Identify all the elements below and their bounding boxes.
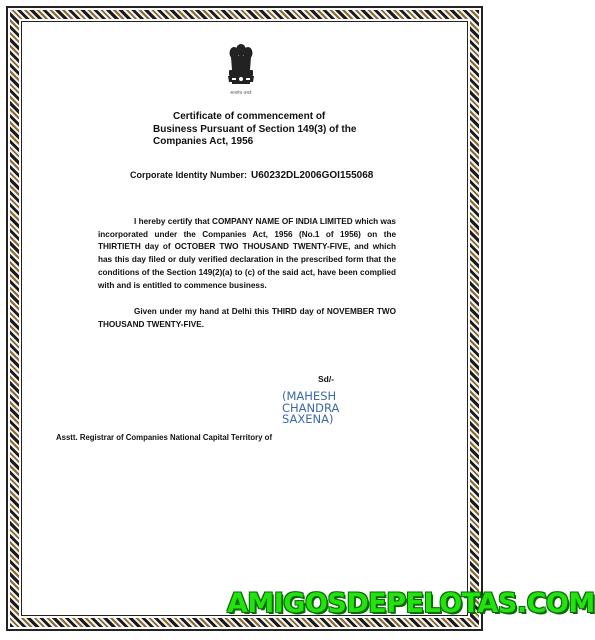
watermark-text: AMIGOSDEPELOTAS.COM [227,588,595,619]
registrar-designation: Asstt. Registrar of Companies National Capital Territory of [56,433,273,442]
signature-line-2: CHANDRA [282,400,340,415]
corporate-identity-number [130,170,373,181]
signature-line-3: SAXENA) [282,412,334,426]
given-under-hand-paragraph: Given under my hand at Delhi this THIRD day of NOVEMBER TWO THOUSAND TWENTY-FIVE. [98,307,396,329]
signed-marker: Sd/- [318,374,335,384]
cin-value: U60232DL2006GOI155068 [251,170,374,181]
title-line-1: Certificate of commencement of [173,111,326,122]
certificate-title [153,111,413,149]
title-line-2: Business Pursuant of Section 149(3) of the [153,123,357,135]
cin-label: Corporate Identity Number: [130,170,248,180]
signature-name [282,391,339,426]
emblem-motto: सत्यमेव जयते [230,90,252,95]
signature-line-1: (MAHESH [282,389,337,403]
certification-paragraph: I hereby certify that COMPANY NAME OF INDIA LIMITED which was incorporated under the Companies Act, 1956 (No.1 of 1956) on the THIRTIETH day of OCTOBER TWO THOUSAND TWENTY-FIVE, and which has this day filed or duly verified declaration in the prescribed form that the conditions of the Section 149(2)(a) to (c) of the said act, have been complied with and is entitled to commence business. [98,217,396,290]
title-line-3: Companies Act, 1956 [153,136,254,147]
